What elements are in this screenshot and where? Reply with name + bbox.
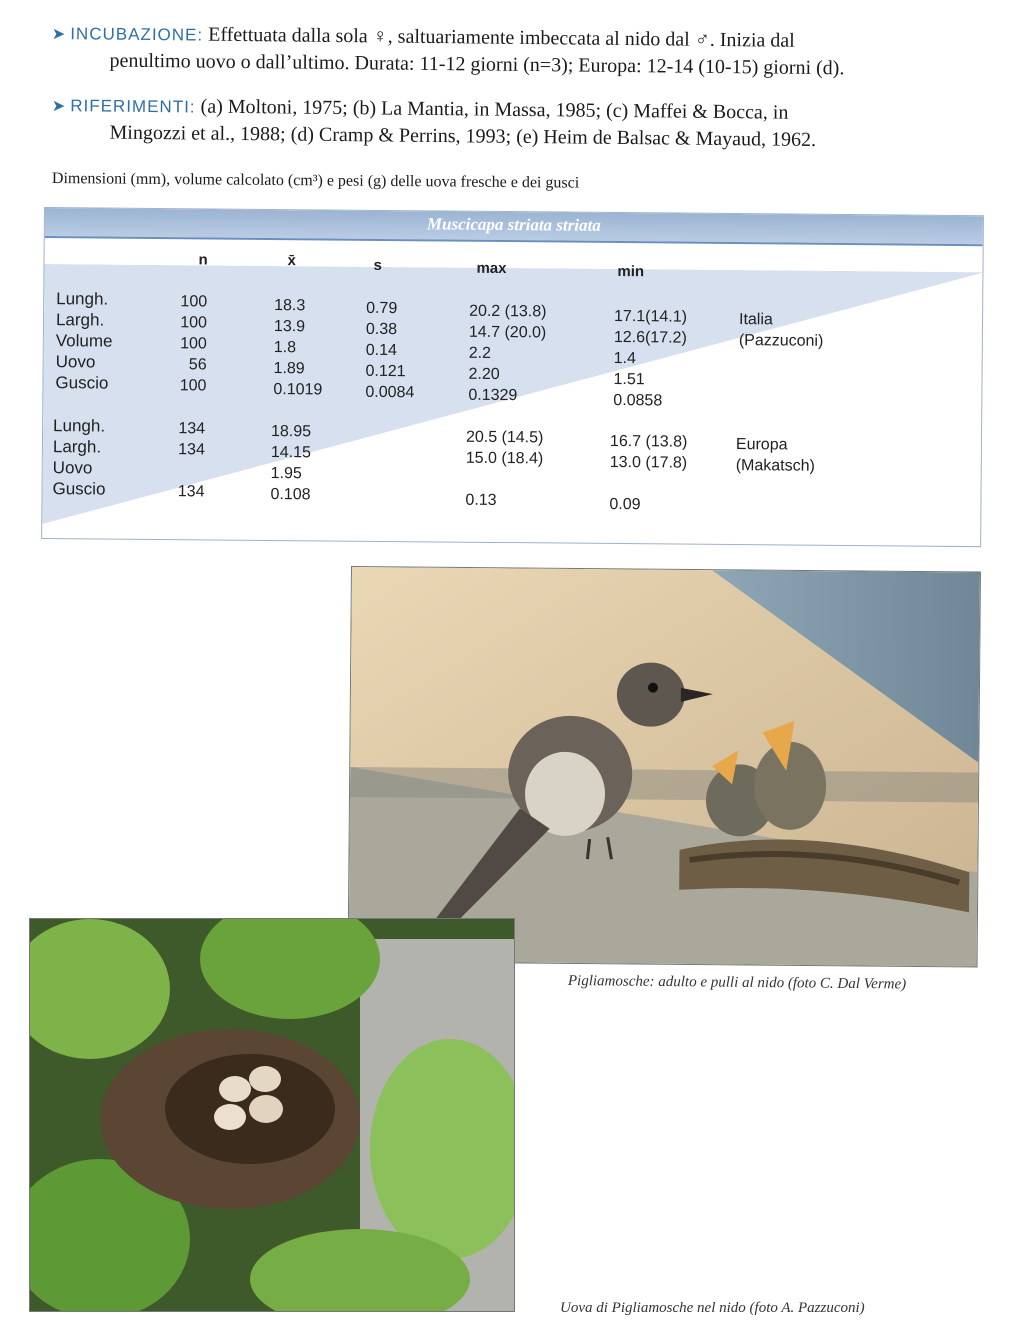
- italia-n-values: 100 100 100 56 100: [179, 293, 208, 395]
- table-title: Muscicapa striata striata: [426, 214, 601, 235]
- europa-n-values: 134 134 134: [177, 420, 206, 501]
- italia-row-labels: Lungh. Largh. Volume Uovo Guscio: [55, 289, 113, 393]
- header-max: max: [476, 259, 507, 278]
- incubation-heading: INCUBAZIONE:: [70, 24, 204, 45]
- bullet-arrow-icon: ➤: [51, 95, 66, 116]
- header-min: min: [617, 263, 645, 281]
- egg-measurements-table: [41, 207, 984, 547]
- incubation-paragraph: [51, 20, 997, 83]
- italia-mean-values: 18.3 13.9 1.8 1.89 0.1019: [273, 297, 323, 399]
- incubation-text-line1: Effettuata dalla sola ♀, saltuariamente imbeccata al nido dal ♂. Inizia dal: [208, 23, 795, 52]
- table-title-band: [45, 208, 983, 246]
- header-mean: x̄: [287, 252, 296, 270]
- europa-source: Europa (Makatsch): [735, 436, 815, 475]
- italia-min-values: 17.1(14.1) 12.6(17.2) 1.4 1.51 0.0858: [613, 307, 688, 410]
- photo-caption-nest: Uova di Pigliamosche nel nido (foto A. Pazzuconi): [560, 1300, 865, 1316]
- photo-nest-with-eggs: [29, 918, 515, 1312]
- photo-caption-bird: Pigliamosche: adulto e pulli al nido (foto C. Dal Verme): [567, 972, 907, 993]
- photo-adult-and-nestlings: [348, 566, 981, 967]
- table-caption: Dimensioni (mm), volume calcolato (cm³) e pesi (g) delle uova fresche e dei gusci: [51, 170, 580, 192]
- europa-row-labels: Lungh. Largh. Uovo Guscio: [52, 416, 106, 499]
- italia-max-values: 20.2 (13.8) 14.7 (20.0) 2.2 2.20 0.1329: [468, 302, 547, 405]
- references-text-line2: Mingozzi et al., 1988; (d) Cramp & Perrins, 1993; (e) Heim de Balsac & Mayaud, 1962.: [109, 121, 817, 152]
- incubation-text-line2: penultimo uovo o dall’ultimo. Durata: 11-12 giorni (n=3); Europa: 12-14 (10-15) giorni (d).: [109, 49, 845, 80]
- references-text-line1: (a) Moltoni, 1975; (b) La Mantia, in Massa, 1985; (c) Maffei & Bocca, in: [200, 95, 789, 124]
- header-s: s: [373, 256, 382, 274]
- europa-max-values: 20.5 (14.5) 15.0 (18.4) 0.13: [465, 428, 544, 509]
- bullet-arrow-icon: ➤: [51, 23, 66, 44]
- italia-s-values: 0.79 0.38 0.14 0.121 0.0084: [365, 299, 415, 402]
- europa-min-values: 16.7 (13.8) 13.0 (17.8) 0.09: [609, 432, 688, 514]
- europa-mean-values: 18.95 14.15 1.95 0.108: [270, 422, 312, 504]
- references-paragraph: [51, 92, 997, 155]
- italia-source: Italia (Pazzuconi): [738, 311, 824, 350]
- references-heading: RIFERIMENTI:: [70, 96, 196, 117]
- header-n: n: [198, 251, 208, 269]
